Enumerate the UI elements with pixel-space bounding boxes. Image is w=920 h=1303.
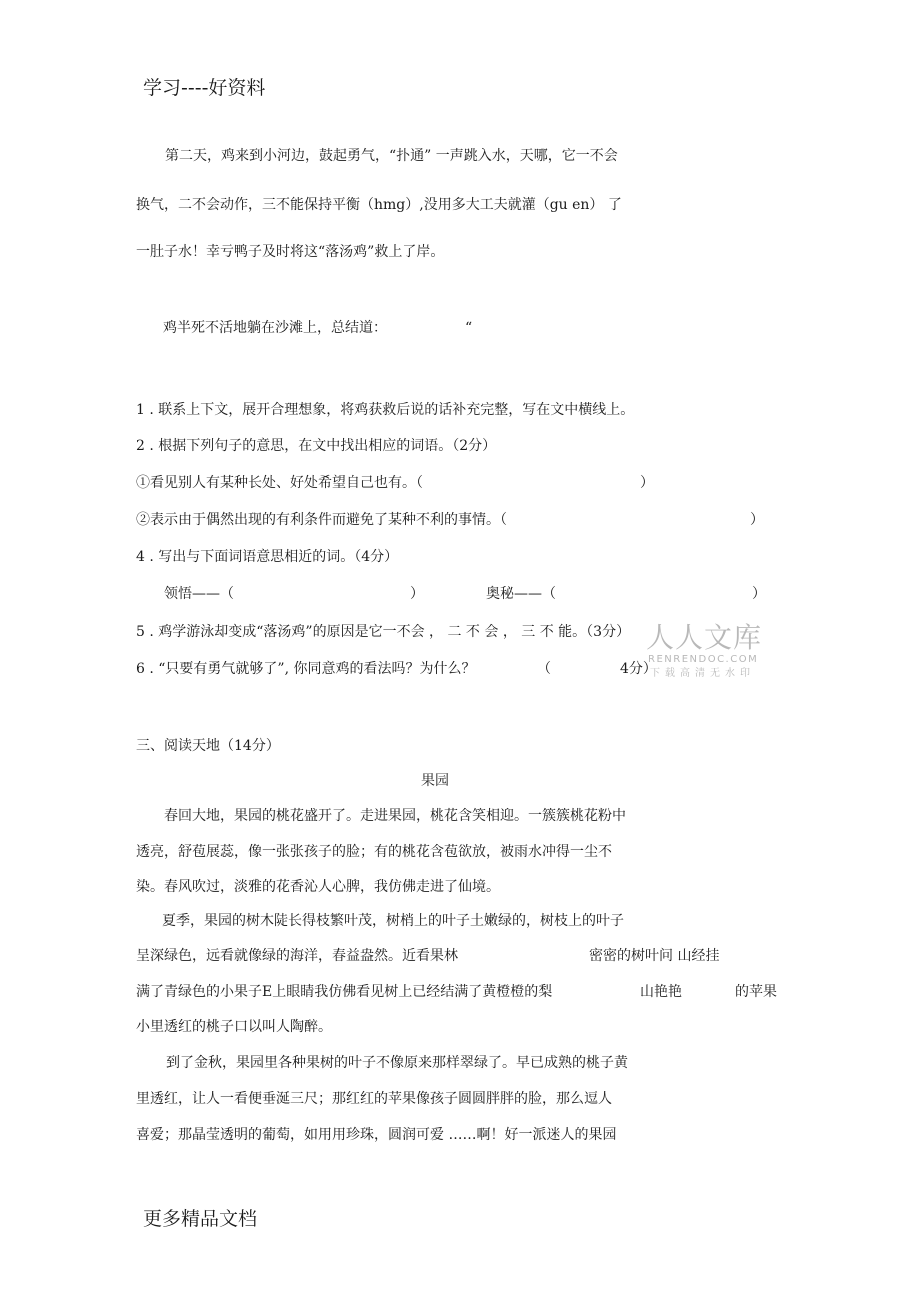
answer-paren-close: ）	[640, 475, 654, 491]
open-quote: “	[465, 320, 473, 336]
page-header: 学习----好资料	[143, 77, 266, 99]
passage-line: 染。春风吹过，淡雅的花香沁人心脾，我仿佛走进了仙境。	[136, 879, 500, 895]
question-6: 6 . “只要有勇气就够了”, 你同意鸡的看法吗？为什么？	[136, 661, 476, 677]
page-footer: 更多精品文档	[143, 1208, 258, 1230]
question-4b: 奥秘——（	[486, 586, 556, 602]
answer-paren-open: （	[537, 661, 551, 677]
question-4a: 领悟——（	[164, 586, 234, 602]
watermark-logo	[646, 622, 776, 684]
passage-line: 到了金秋，果园里各种果树的叶子不像原来那样翠绿了。早已成熟的桃子黄	[166, 1055, 628, 1071]
section-heading: 三、阅读天地（14分）	[136, 738, 280, 754]
passage-line-fragment: 山艳艳	[640, 984, 682, 1000]
passage-line: 里透红，让人一看便垂涎三尺；那红红的苹果像孩子圆圆胖胖的脸，那么逗人	[136, 1091, 612, 1107]
question-5: 5 . 鸡学游泳却变成“落汤鸡”的原因是它一不会 ， 二 不 会 ， 三 不 能。（3分）	[136, 624, 631, 640]
watermark-subtitle: 下载高清无水印	[650, 668, 755, 679]
passage-line: 春回大地，果园的桃花盛开了。走进果园，桃花含笑相迎。一簇簇桃花粉中	[164, 808, 626, 824]
passage-title: 果园	[421, 773, 449, 789]
question-1: 1 . 联系上下文，展开合理想象，将鸡获救后说的话补充完整，写在文中横线上。	[136, 402, 635, 418]
question-6-score: 4分）	[620, 661, 657, 677]
passage-line: 满了青绿色的小果子E上眼睛我仿佛看见树上已经结满了黄橙橙的梨	[136, 984, 553, 1000]
story-line: 鸡半死不活地躺在沙滩上，总结道：	[163, 320, 387, 336]
passage-line-fragment: 密密的树叶问 山经挂	[589, 948, 720, 964]
passage-line: 呈深绿色，远看就像绿的海洋，春益盎然。近看果林	[136, 948, 458, 964]
story-line: 换气，二不会动作，三不能保持平衡（hmg）,没用多大工夫就灌（gu en） 了	[136, 197, 622, 213]
passage-line: 透亮，舒苞展蕊，像一张张孩子的脸；有的桃花含苞欲放，被雨水冲得一尘不	[136, 844, 612, 860]
passage-line: 小里透红的桃子口以叫人陶醉。	[136, 1019, 332, 1035]
story-line: 第二天，鸡来到小河边，鼓起勇气，“扑通” 一声跳入水，天哪，它一不会	[165, 148, 618, 164]
passage-line-fragment: 的苹果	[735, 984, 777, 1000]
answer-paren-close: ）	[752, 586, 766, 602]
watermark-url: RENRENDOC.COM	[648, 654, 759, 665]
watermark-logo-text: 人人文库	[646, 621, 763, 654]
question-4: 4 . 写出与下面词语意思相近的词。（4分）	[136, 549, 399, 565]
passage-line: 喜爱；那晶莹透明的葡萄，如用用珍珠，圆润可爱 ……啊！好一派迷人的果园	[136, 1127, 617, 1143]
passage-line: 夏季，果园的树木陡长得枝繁叶茂，树梢上的叶子土嫩绿的，树枝上的叶子	[162, 913, 624, 929]
question-2b: ②表示由于偶然出现的有利条件而避免了某种不利的事情。（	[136, 512, 507, 528]
answer-paren-close: ）	[750, 512, 764, 528]
question-2a: ①看见别人有某种长处、好处希望自己也有。（	[136, 475, 423, 491]
story-line: 一肚子水！幸亏鸭子及时将这“落汤鸡”救上了岸。	[136, 244, 445, 260]
answer-paren-close: ）	[410, 586, 424, 602]
question-2: 2 . 根据下列句子的意思，在文中找出相应的词语。（2分）	[136, 438, 497, 454]
